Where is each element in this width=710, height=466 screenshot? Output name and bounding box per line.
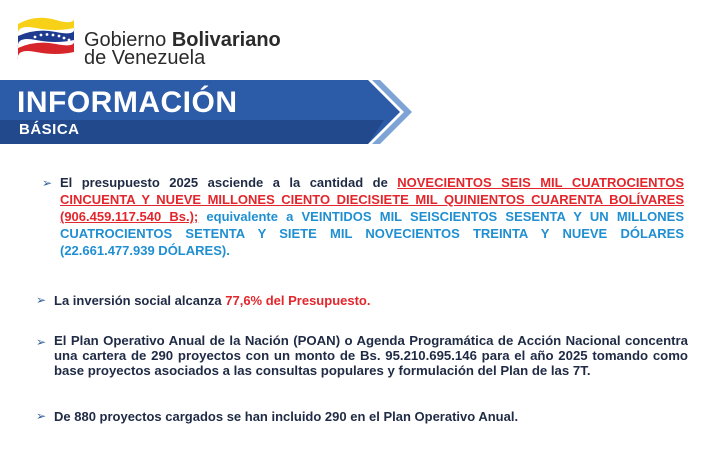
government-logo (16, 10, 316, 69)
projects-bullet: De 880 proyectos cargados se han incluido 290 en el Plan Operativo Anual. (54, 409, 519, 424)
banner-subtitle: BÁSICA (19, 121, 80, 138)
social-investment-bullet: La inversión social alcanza 77,6% del Presupuesto. (54, 293, 371, 308)
poan-bullet: El Plan Operativo Anual de la Nación (POAN) o Agenda Programática de Acción Nacional concentra una cartera de 290 proyectos con un monto de Bs. 95.210.695.146 para el año 2025 tomando como base proyectos asociados a las consultas populares y formulación del Plan de las 7T. (54, 333, 688, 378)
arrow-bullet-icon: ➢ (36, 293, 47, 307)
venezuela-flag-icon (16, 10, 76, 60)
arrow-bullet-icon: ➢ (42, 176, 53, 190)
banner-title: INFORMACIÓN (17, 86, 238, 119)
arrow-bullet-icon: ➢ (36, 409, 47, 423)
arrow-bullet-icon: ➢ (36, 335, 47, 349)
budget-bullet: El presupuesto 2025 asciende a la cantidad de NOVECIENTOS SEIS MIL CUATROCIENTOS CINCUENTA Y NUEVE MILLONES CIENTO DIECISIETE MIL QUINIENTOS CUARENTA BOLÍVARES (906.459.117.540 Bs.); equivalente a VEINTIDOS MIL SEISCIENTOS SESENTA Y UN MILLONES CUATROCIENTOS SETENTA Y SIETE MIL NOVECIENTOS TREINTA Y NUEVE DÓLARES (22.661.477.939 DÓLARES). (60, 175, 685, 258)
org-name-line2: de Venezuela (84, 47, 206, 69)
org-name-line1: Gobierno Bolivariano (84, 29, 281, 51)
